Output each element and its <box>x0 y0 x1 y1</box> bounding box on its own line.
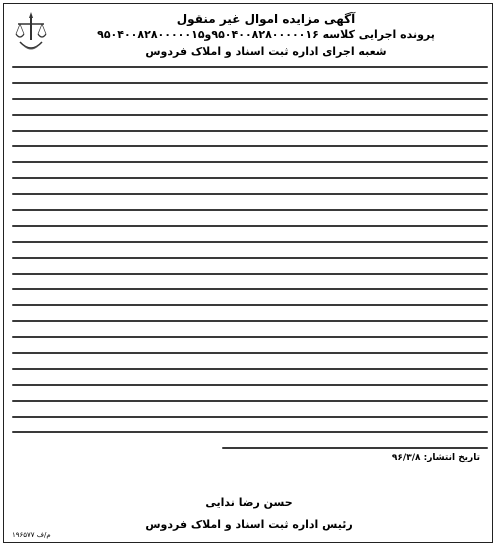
body-text-line <box>12 241 488 243</box>
publication-date: تاریخ انتشار: ۹۶/۳/۸ <box>391 453 480 463</box>
reference-number: م/ف ۱۹۶۵۷۷ <box>12 531 51 539</box>
notice-frame <box>3 3 493 543</box>
body-text-line <box>12 193 488 195</box>
judiciary-emblem-icon <box>12 10 50 58</box>
body-text-line <box>12 368 488 370</box>
body-text-line <box>12 273 488 275</box>
body-text-line <box>12 304 488 306</box>
body-text-line <box>12 145 488 147</box>
body-text-line <box>12 288 488 290</box>
body-text-line <box>12 209 488 211</box>
body-text-line <box>12 225 488 227</box>
body-text-line <box>12 177 488 179</box>
body-text-line <box>12 82 488 84</box>
body-text-line <box>12 98 488 100</box>
body-text-line <box>12 320 488 322</box>
body-text-line <box>12 161 488 163</box>
notice-title: آگهی مزایده اموال غیر منقول <box>176 12 356 26</box>
body-text-line <box>12 416 488 418</box>
signer-title: رئیس اداره ثبت اسناد و املاک فردوس <box>145 518 353 531</box>
body-text-line <box>12 400 488 402</box>
body-text-line <box>12 431 488 433</box>
signer-name: حسن رضا ندایی <box>205 496 293 509</box>
body-text-line <box>222 447 488 449</box>
body-text-line <box>12 257 488 259</box>
body-text-line <box>12 336 488 338</box>
body-text-line <box>12 352 488 354</box>
body-text-line <box>12 66 488 68</box>
case-number-line: پرونده اجرایی کلاسه ۹۵۰۴۰۰۸۲۸۰۰۰۰۰۱۶و۹۵۰۴۰۰۸۲۸۰۰۰۰۰۱۵ <box>97 28 435 41</box>
notice-body <box>12 66 488 448</box>
office-line: شعبه اجرای اداره ثبت اسناد و املاک فردوس <box>145 45 387 58</box>
body-text-line <box>12 130 488 132</box>
body-text-line <box>12 384 488 386</box>
body-text-line <box>12 114 488 116</box>
